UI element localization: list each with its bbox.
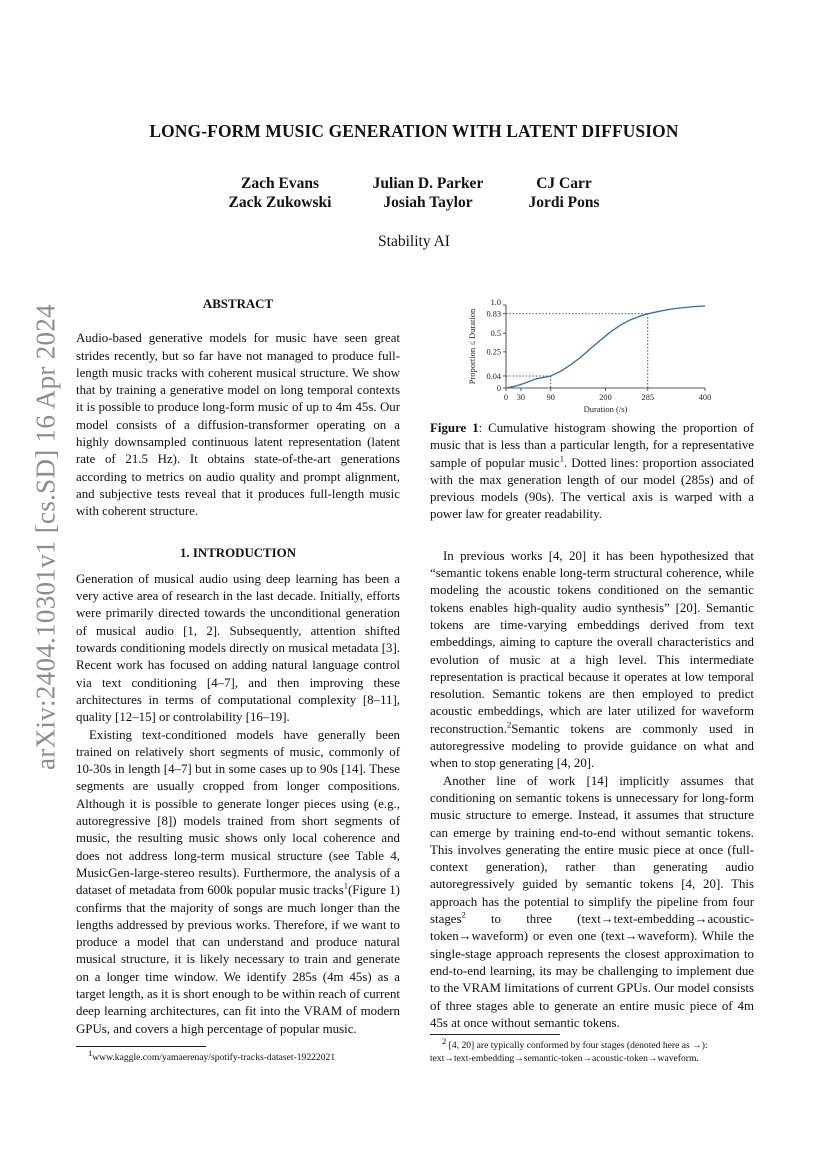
right-paragraph-2 — [430, 773, 754, 1032]
x-tick-label: 285 — [641, 393, 655, 402]
author-name: CJ Carr — [536, 175, 592, 192]
figure-1-caption — [430, 420, 754, 524]
author-name: Zack Zukowski — [228, 194, 332, 211]
x-tick-label: 400 — [698, 393, 712, 402]
affiliation: Stability AI — [378, 233, 450, 250]
caption-text: : Cumulative histogram showing the proportion of music that is less than a particular length, for a representative sample of popular music — [430, 421, 754, 470]
footnote-2-text: [4, 20] are typically conformed by four stages (denoted here as →): — [448, 1040, 708, 1051]
paper-title: LONG-FORM MUSIC GENERATION WITH LATENT DIFFUSION — [149, 121, 679, 141]
arxiv-stamp — [16, 0, 76, 1171]
footnote-2 — [430, 1035, 766, 1065]
author-name: Jordi Pons — [528, 194, 600, 211]
author-name: Zach Evans — [241, 175, 319, 192]
left-column — [76, 296, 400, 1038]
footnote-mark: 2 — [442, 1035, 447, 1046]
footnote-rule — [430, 1034, 560, 1035]
footnote-2-line-2: text→text-embedding→semantic-token→acoustic-token→waveform. — [430, 1052, 699, 1064]
arxiv-identifier: arXiv:2404.10301v1 [cs.SD] 16 Apr 2024 — [30, 304, 61, 770]
right-column — [430, 296, 754, 1032]
x-tick-label: 30 — [516, 393, 526, 402]
right-paragraph-1 — [430, 548, 754, 773]
right-paragraph-1-text: In previous works [4, 20] it has been hypothesized that “semantic tokens enable long-term structural coherence, while modeling the acoustic tokens conditioned on the semantic tokens enables high-quality audio synthesis” [20]. Semantic tokens are time-varying embeddings derived from text embeddings, aiming to capture the overall characteristics and evolution of music at a high level. This intermediate representation is practical because it operates at low temporal resolution. Semantic tokens are then employed to predict acoustic embeddings, which are later utilized for waveform reconstruction. — [430, 548, 754, 736]
abstract-heading: ABSTRACT — [202, 297, 274, 311]
y-tick-label: 0.04 — [486, 371, 501, 381]
y-tick-label: 0.83 — [486, 309, 501, 319]
footnote-1 — [88, 1047, 408, 1065]
intro-paragraph-2-text: Existing text-conditioned models have generally been trained on relatively short segments of music, commonly of 10-30s in length [4–7] but in some cases up to 90s [14]. These segments are usually cropped from longer compositions. Although it is possible to generate longer pieces using (e.g., autoregressive [8]) models trained from short segments of music, the resulting music shows only local coherence and does not address long-term musical structure (see Table 4, MusicGen-large-stereo results). Furthermore, the analysis of a dataset of metadata from 600k popular music tracks — [76, 727, 400, 898]
caption-label: Figure 1 — [430, 421, 479, 435]
caption-text-cont: . Dotted lines: proportion associated with the max generation length of our model (285s) and of previous models (90s). The vertical axis is warped with a power law for greater readability. — [430, 455, 754, 522]
author-column-1 — [222, 174, 338, 212]
y-tick-label: 0.25 — [486, 347, 501, 357]
x-tick-label: 0 — [503, 393, 509, 402]
intro-paragraph-1: Generation of musical audio using deep learning has been a very active area of research in the last decade. Initially, efforts were primarily directed towards the unconditional generation of musical audio [1, 2]. Subsequently, attention shifted towards conditioning models directly on musical metadata [3]. Recent work has focused on adding natural language control via text conditioning [4–7], and then improving these architectures in terms of computational complexity [8–11], quality [12–15] or controlability [16–19]. — [76, 571, 400, 725]
y-tick-label: 0.5 — [490, 329, 501, 339]
intro-paragraph-2 — [76, 727, 400, 1038]
y-axis-label: Proportion ≤ Duration — [467, 308, 477, 385]
footnote-2-line-1 — [430, 1035, 766, 1053]
footnote-ref: 2 — [461, 909, 466, 920]
intro-paragraph-2-text-cont: (Figure 1) confirms that the majority of songs are much longer than the lengths addressed by previous works. Therefore, if we want to produce a model that can understand and produce natural musical structure, it is likely necessary to train and generate on a longer time window. We identify 285s (4m 45s) as a target length, as it is short enough to be within reach of current deep learning architectures, can fit into the VRAM of modern GPUs, and covers a high percentage of popular music. — [76, 883, 400, 1036]
author-column-3 — [516, 174, 612, 212]
right-paragraph-1-text-cont: Semantic tokens are commonly used in autoregressive modeling to provide guidance on what and when to stop generating [4, 20]. — [430, 721, 754, 771]
footnote-ref: 2 — [506, 719, 512, 730]
y-tick-label: 1.0 — [490, 297, 501, 307]
x-tick-label: 90 — [546, 393, 555, 402]
x-tick-label: 200 — [599, 393, 612, 402]
footnote-ref: 1 — [343, 880, 349, 891]
right-paragraph-2-text-cont: to three (text→text-embedding→acoustic-token→waveform) or even one (text→waveform). While the single-stage approach represents the closest approximation to end-to-end learning, its may be challenging to implement due to the VRAM limitations of current GPUs. Our model consists of three stages able to generate an entire music piece of 4m 45s at once without semantic tokens. — [430, 912, 754, 1030]
cdf-chart — [430, 296, 754, 420]
author-name: Julian D. Parker — [372, 175, 484, 192]
y-tick-label: 0 — [496, 383, 501, 393]
right-paragraph-2-text: Another line of work [14] implicitly assumes that conditioning on semantic tokens is unnecessary for long-form music structure to emerge. Instead, it assumes that structure can emerge by training end-to-end without semantic tokens. This involves generating the entire music piece at once (full-context generation), rather than generating audio autoregressively guided by semantic tokens [4, 20]. This approach has the potential to simplify the pipeline from four stages — [430, 773, 754, 927]
author-column-2 — [362, 174, 494, 212]
footnote-ref: 1 — [559, 453, 564, 464]
footnote-url: www.kaggle.com/yamaerenay/spotify-tracks-dataset-19222021 — [92, 1052, 336, 1063]
footnote-rule — [76, 1046, 206, 1047]
author-name: Josiah Taylor — [383, 194, 473, 211]
abstract-text: Audio-based generative models for music have seen great strides recently, but so far have not managed to produce full-length music tracks with coherent musical structure. We show that by training a generative model on long temporal contexts it is possible to produce long-form music of up to 4m 45s. Our model consists of a diffusion-transformer operating on a highly downsampled continuous latent representation (latent rate of 21.5 Hz). It obtains state-of-the-art generations according to metrics on audio quality and prompt alignment, and subjective tests reveal that it produces full-length music with coherent structure. — [76, 331, 400, 519]
figure-1 — [430, 296, 754, 420]
intro-heading: 1. INTRODUCTION — [179, 545, 297, 560]
x-axis-label: Duration (/s) — [583, 404, 628, 414]
footnote-mark: 1 — [88, 1047, 93, 1058]
